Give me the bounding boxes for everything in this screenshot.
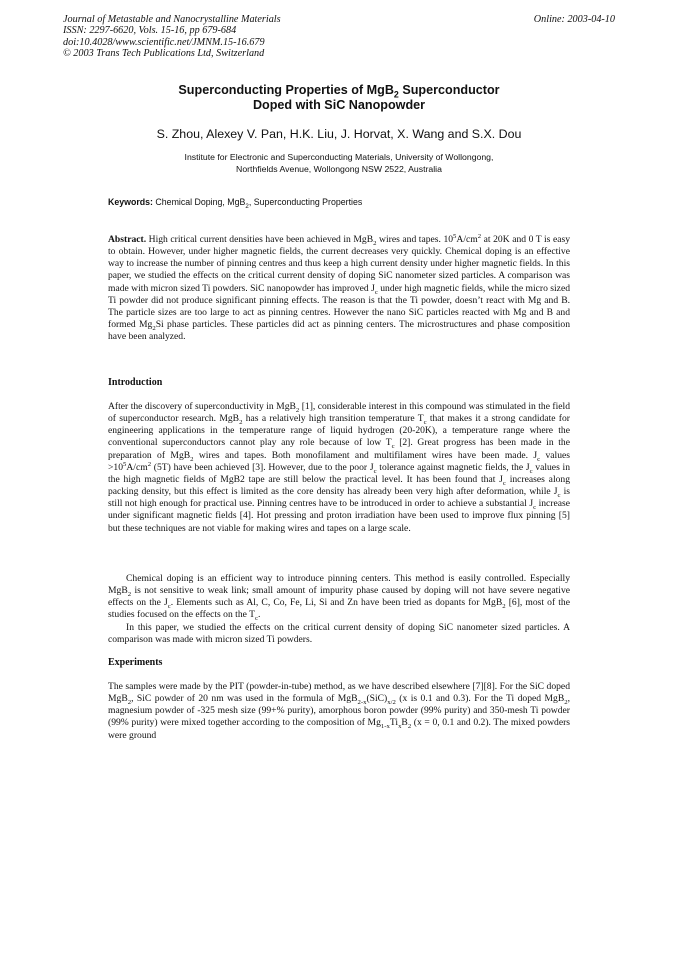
journal-header [63,14,443,60]
introduction-paragraph-1: After the discovery of superconductivity in MgB$_2$ [1], considerable interest in this compound was stimulated in the field of superconductor research. MgB$_2$ has a relatively high transition temperature $T_c$ that makes it a strong candidate for engineering applications in the temperature range of liquid hydrogen (20-20K), a temperature range where the conventional superconductors cannot play any role because of low $T_c$ [2]. Great progress has been made in the preparation of MgB$_2$ wires and tapes. Both monofilament and multifilament wires have been made. $J_c$ values $>10^5A/cm^2$ (5T) have been achieved [3]. However, due to the poor $J_c$ tolerance against magnetic fields, the $J_c$ values in the high magnetic fields of MgB2 tape are still below the practical level. It has been found that $J_c$ increases along packing density, but this effect is limited as the core density has already been very high after deformation, while $J_c$ is still not high enough for practical use. Pinning centres have to be introduced in order to achieve a substantial $J_c$ increase under significant magnetic fields [4]. Hot pressing and proton irradiation have been used to improve flux pinning [5] but these techniques are not viable for making wires and tapes on a large scale. [108,401,571,534]
issn-line: ISSN: 2297-6620, Vols. 15-16, pp 679-684 [63,25,237,37]
paper-title [63,83,615,113]
affiliation: Institute for Electronic and Superconducting Materials, University of Wollongong, Northfields Avenue, Wollongong NSW 2522, Australia [184,152,494,174]
journal-name: Journal of Metastable and Nanocrystalline Materials [63,14,281,25]
keywords-label: Keywords: [108,197,153,207]
introduction-paragraph-2: Chemical doping is an efficient way to introduce pinning centers. This method is easily controlled. Especially MgB$_2$ is not sensitive to weak link; small amount of impurity phase caused by doping will not have severe negative effects on the $J_c$. Elements such as Al, C, Co, Fe, Li, Si and Zn have been tried as dopants for MgB$_2$ [6], most of the studies focused on the effects on the $T_c$. [108,573,570,623]
introduction-heading: Introduction [108,377,163,388]
keywords: Keywords: Chemical Doping, MgB$_2$, Superconducting Properties [108,197,363,210]
title-line-1: Superconducting Properties of MgB$_2$ Superconductor [178,83,500,100]
doi-line: doi:10.4028/www.scientific.net/JMNM.15-16.679 [63,36,265,48]
experiments-paragraph-1: The samples were made by the PIT (powder-in-tube) method, as we have described elsewhere [7][8]. For the SiC doped MgB$_2$, SiC powder of 20 nm was used in the formula of $MgB_{2-x}(SiC)_{x/2}$ (x is 0.1 and 0.3). For the Ti doped MgB$_2$, magnesium powder of -325 mesh size (99+% purity), amorphous boron powder (99% purity) and 350-mesh Ti powder (99% purity) were mixed together according to the composition of $Mg_{1-x}Ti_xB_2$ (x = 0, 0.1 and 0.2). The mixed powders were ground [108,681,571,741]
experiments-heading: Experiments [108,657,163,668]
abstract-label: Abstract. [108,234,147,245]
abstract: Abstract. High critical current densities have been achieved in MgB$_2$ wires and tapes. $10^5A/cm^2$ at 20K and 0 T is easy to obtain. However, under higher magnetic fields, the current decreases very quickly. Chemical doping is an effective way to increase the number of pinning centres and thus keep a high current density under higher magnetic fields. In this paper, we studied the effects on the critical current density of doping SiC nanometer sized particles. A comparison was made with micron sized Ti powders. SiC nanopowder has improved $J_c$ under high magnetic fields, while the micro sized Ti powder did not produce significant pinning effects. The reason is that the Ti powder, doesn’t react with Mg and B. The particle sizes are too large to act as pinning centres. However the nano SiC particles reacted with Mg and B and formed $Mg_2Si$ phase particles. These particles did act as pinning centers. The microstructures and phase composition have been analyzed. [108,232,571,343]
copyright-line: © 2003 Trans Tech Publications Ltd, Switzerland [63,48,265,60]
introduction-paragraph-3: In this paper, we studied the effects on the critical current density of doping SiC nanometer sized particles. A comparison was made with micron sized Ti powders. [108,622,570,646]
title-line-2: Doped with SiC Nanopowder [252,98,426,112]
author-list: S. Zhou, Alexey V. Pan, H.K. Liu, J. Horvat, X. Wang and S.X. Dou [156,127,522,141]
online-date: Online: 2003-04-10 [533,14,615,25]
